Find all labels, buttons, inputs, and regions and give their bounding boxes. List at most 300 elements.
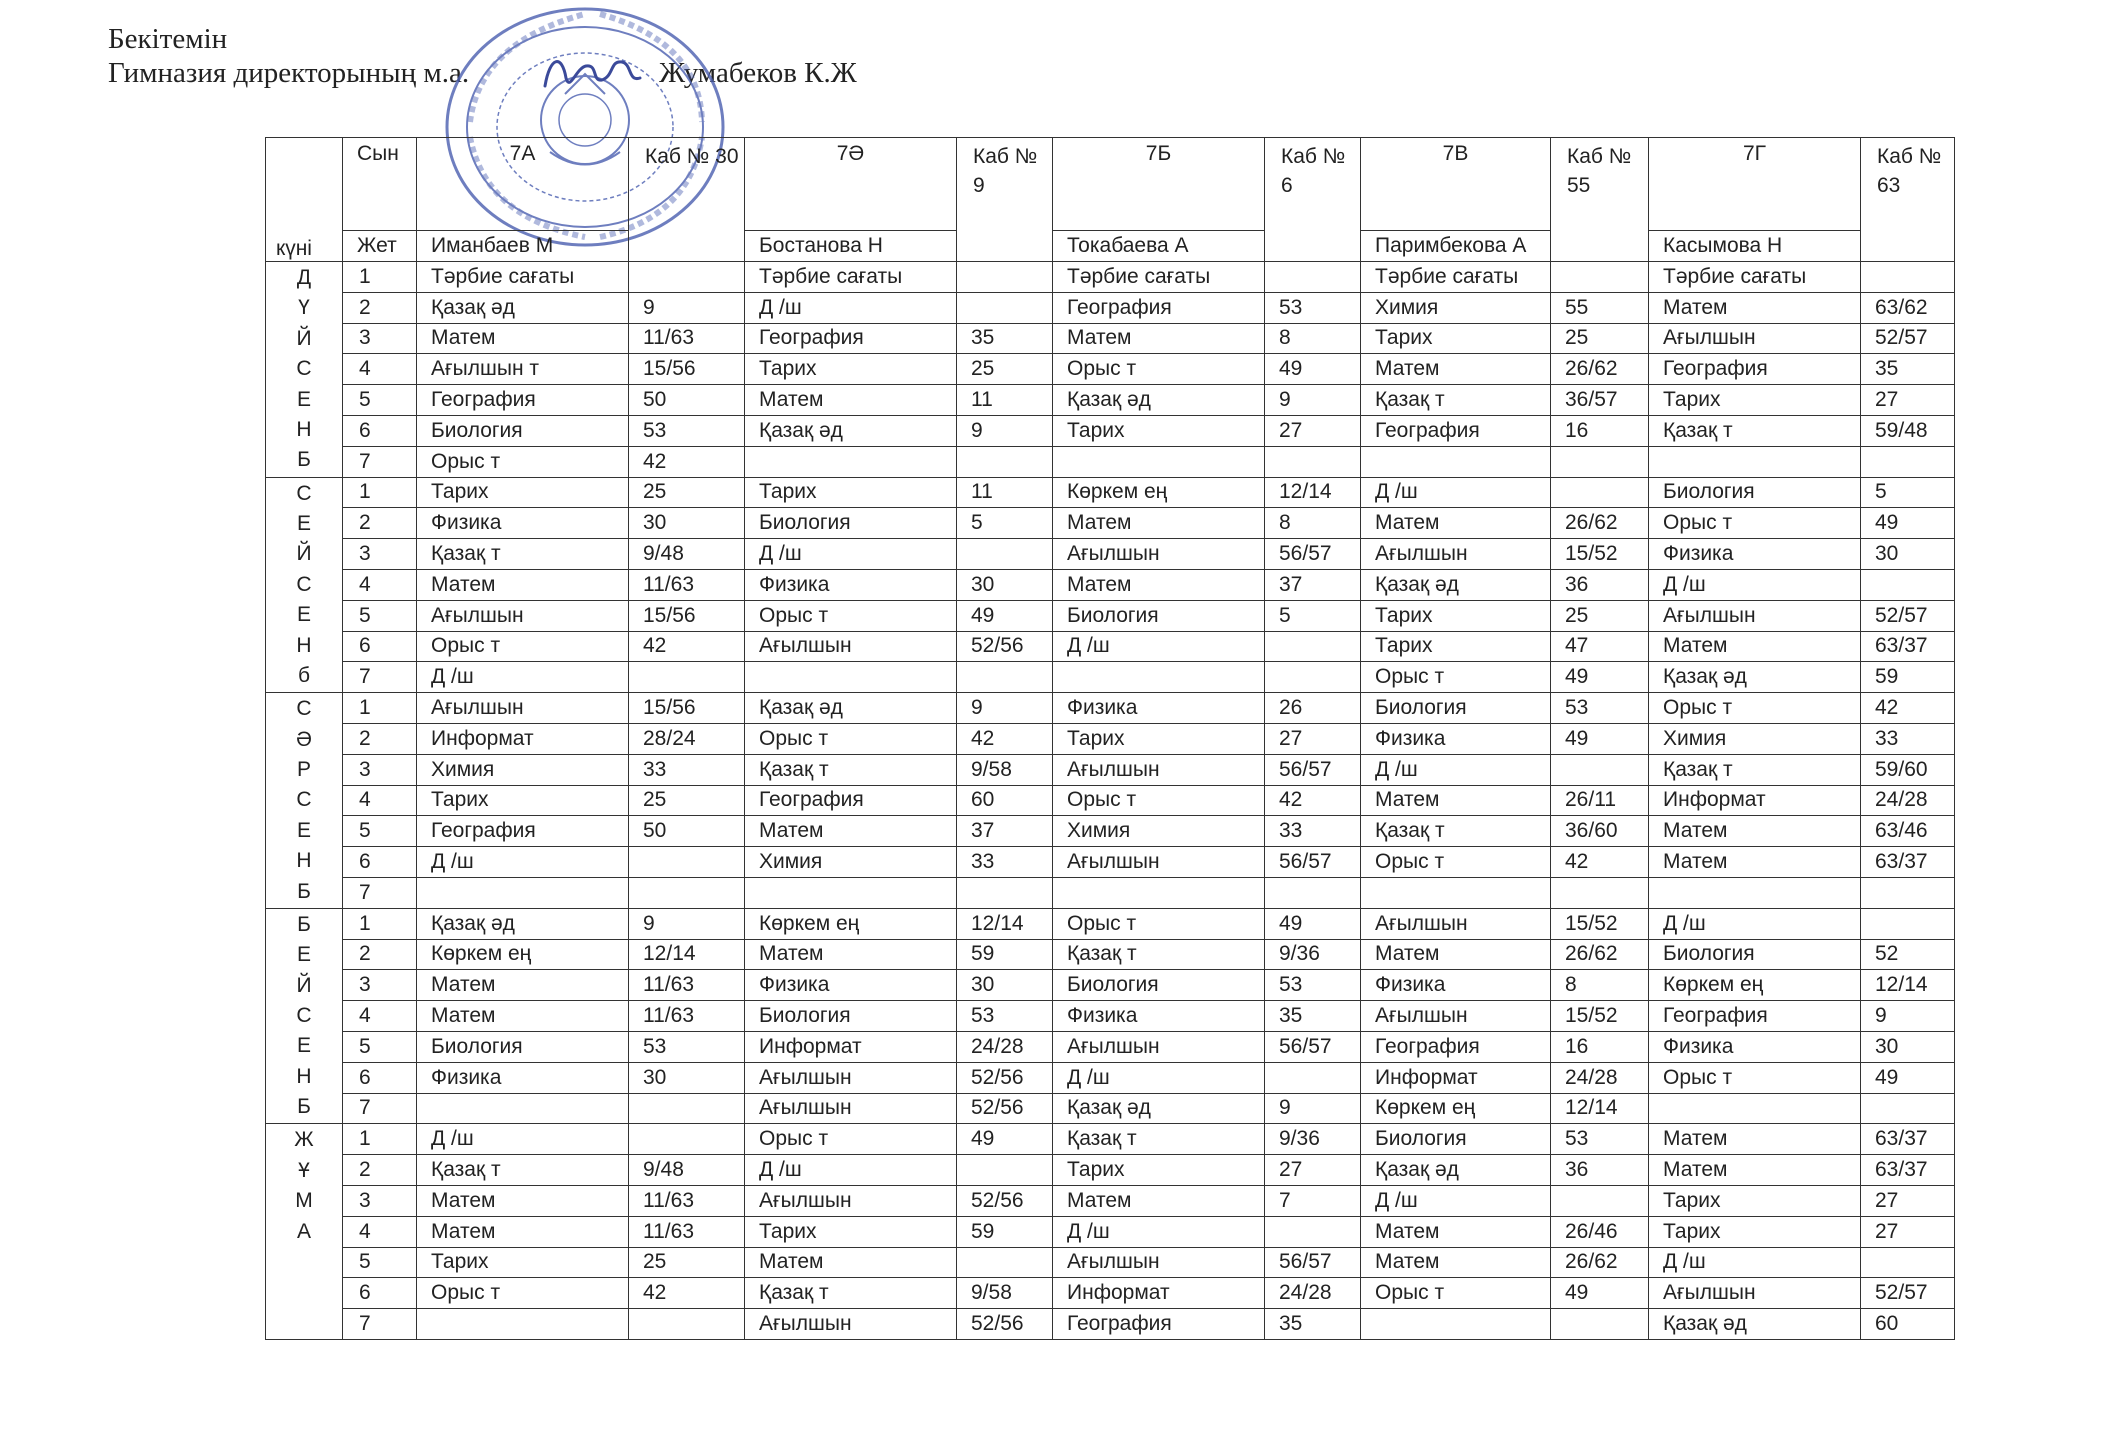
header-row-top	[266, 138, 1955, 231]
7b-room-cell: 8	[1265, 508, 1361, 539]
lesson-number-cell: 2	[343, 939, 417, 970]
7ae-room-cell: 11	[957, 385, 1053, 416]
lesson-number-cell: 7	[343, 1093, 417, 1124]
7g-subject-cell: Матем	[1649, 847, 1861, 878]
7ae-subject-cell: Физика	[745, 970, 957, 1001]
lesson-number-cell: 3	[343, 1185, 417, 1216]
7g-subject-cell: Тарих	[1649, 1216, 1861, 1247]
7b-room-cell: 35	[1265, 1001, 1361, 1032]
lesson-number-cell: 6	[343, 1278, 417, 1309]
lesson-number-cell: 6	[343, 847, 417, 878]
7ae-room-cell: 52/56	[957, 631, 1053, 662]
7g-room-cell: 60	[1861, 1309, 1955, 1340]
7ae-room-cell: 52/56	[957, 1062, 1053, 1093]
7v-room-cell: 26/62	[1551, 1247, 1649, 1278]
day-name-vertical: Д Ү Й С Е Н Б	[296, 266, 312, 472]
class-7b-header: 7Б	[1053, 138, 1265, 231]
7a-subject-cell: Биология	[417, 1031, 629, 1062]
lesson-number-cell: 7	[343, 446, 417, 477]
7v-subject-cell: Тарих	[1361, 323, 1551, 354]
7ae-subject-cell: Матем	[745, 1247, 957, 1278]
7b-room-cell: 42	[1265, 785, 1361, 816]
7a-subject-cell: Көркем ең	[417, 939, 629, 970]
7b-subject-cell: Д /ш	[1053, 631, 1265, 662]
7g-room-cell: 27	[1861, 1216, 1955, 1247]
class-7v-header: 7В	[1361, 138, 1551, 231]
lesson-number-cell: 5	[343, 600, 417, 631]
7a-subject-cell: Қазақ т	[417, 1155, 629, 1186]
7ae-room-cell: 59	[957, 1216, 1053, 1247]
7b-subject-cell: Д /ш	[1053, 1216, 1265, 1247]
7a-room-cell: 11/63	[629, 970, 745, 1001]
7ae-room-cell: 37	[957, 816, 1053, 847]
7ae-subject-cell	[745, 662, 957, 693]
7g-room-cell: 63/37	[1861, 631, 1955, 662]
7a-subject-cell: Ағылшын	[417, 600, 629, 631]
7b-room-cell: 8	[1265, 323, 1361, 354]
7a-room-cell	[629, 1093, 745, 1124]
7b-subject-cell: Орыс т	[1053, 908, 1265, 939]
day-name	[266, 1124, 343, 1340]
7a-subject-cell: Орыс т	[417, 1278, 629, 1309]
7g-subject-cell	[1649, 1093, 1861, 1124]
schedule-row	[266, 693, 1955, 724]
7v-subject-cell: Физика	[1361, 970, 1551, 1001]
schedule-row	[266, 970, 1955, 1001]
7a-room-cell	[629, 262, 745, 293]
7g-room-cell: 52	[1861, 939, 1955, 970]
7b-subject-cell: Ағылшын	[1053, 847, 1265, 878]
7b-subject-cell	[1053, 662, 1265, 693]
7a-room-cell: 42	[629, 631, 745, 662]
7g-subject-cell: Матем	[1649, 631, 1861, 662]
7v-subject-cell: Матем	[1361, 508, 1551, 539]
7g-room-cell	[1861, 908, 1955, 939]
7b-room-cell	[1265, 262, 1361, 293]
7v-room-cell	[1551, 1185, 1649, 1216]
lesson-number-cell: 1	[343, 262, 417, 293]
7a-subject-cell: Физика	[417, 508, 629, 539]
7a-room-cell: 42	[629, 1278, 745, 1309]
7b-room-cell	[1265, 662, 1361, 693]
7a-room-cell: 30	[629, 1062, 745, 1093]
7a-subject-cell: Тарих	[417, 785, 629, 816]
7g-subject-cell	[1649, 877, 1861, 908]
7a-room-cell: 50	[629, 816, 745, 847]
7v-room-cell: 15/52	[1551, 1001, 1649, 1032]
7g-room-cell: 30	[1861, 1031, 1955, 1062]
7v-room-cell	[1551, 877, 1649, 908]
7a-subject-cell: Д /ш	[417, 847, 629, 878]
7g-room-cell: 63/46	[1861, 816, 1955, 847]
lesson-number-cell: 5	[343, 385, 417, 416]
7ae-room-cell: 60	[957, 785, 1053, 816]
day-column-header: күні	[266, 138, 343, 262]
lesson-number-cell: 2	[343, 292, 417, 323]
7ae-subject-cell	[745, 446, 957, 477]
7g-room-cell: 59/48	[1861, 415, 1955, 446]
7v-subject-cell: Ағылшын	[1361, 1001, 1551, 1032]
7g-subject-cell: Тәрбие сағаты	[1649, 262, 1861, 293]
7b-subject-cell: Орыс т	[1053, 354, 1265, 385]
7a-room-cell: 9	[629, 292, 745, 323]
lesson-number-cell: 2	[343, 508, 417, 539]
7b-subject-cell: Матем	[1053, 1185, 1265, 1216]
7b-room-cell: 56/57	[1265, 1031, 1361, 1062]
7g-subject-cell: Физика	[1649, 1031, 1861, 1062]
7g-subject-cell: Матем	[1649, 1155, 1861, 1186]
day-name	[266, 262, 343, 478]
7a-subject-cell: Матем	[417, 1001, 629, 1032]
7a-subject-cell	[417, 1093, 629, 1124]
lesson-number-cell: 5	[343, 1247, 417, 1278]
7v-subject-cell: Орыс т	[1361, 662, 1551, 693]
7ae-room-cell: 52/56	[957, 1093, 1053, 1124]
7v-room-cell: 26/62	[1551, 939, 1649, 970]
class-7v-room: Каб № 55	[1551, 138, 1649, 262]
7g-subject-cell: Орыс т	[1649, 693, 1861, 724]
7a-room-cell: 11/63	[629, 1185, 745, 1216]
7ae-subject-cell: Ағылшын	[745, 1185, 957, 1216]
timetable	[265, 137, 1955, 1340]
7b-room-cell: 56/57	[1265, 539, 1361, 570]
7a-subject-cell: Информат	[417, 723, 629, 754]
7v-room-cell: 42	[1551, 847, 1649, 878]
7g-subject-cell: Қазақ т	[1649, 415, 1861, 446]
7a-subject-cell	[417, 877, 629, 908]
7a-subject-cell: География	[417, 385, 629, 416]
7g-room-cell: 27	[1861, 385, 1955, 416]
7ae-room-cell: 25	[957, 354, 1053, 385]
7ae-room-cell: 9	[957, 415, 1053, 446]
lesson-number-cell: 3	[343, 323, 417, 354]
7g-subject-cell: Қазақ т	[1649, 754, 1861, 785]
schedule-row	[266, 1031, 1955, 1062]
7v-room-cell	[1551, 1309, 1649, 1340]
7g-subject-cell: Матем	[1649, 292, 1861, 323]
class-7a-teacher: Иманбаев М	[417, 231, 629, 262]
7a-room-cell	[629, 847, 745, 878]
7b-subject-cell: Матем	[1053, 323, 1265, 354]
7ae-subject-cell: Биология	[745, 508, 957, 539]
7ae-room-cell	[957, 1247, 1053, 1278]
7v-subject-cell: Қазақ әд	[1361, 569, 1551, 600]
7a-room-cell: 25	[629, 477, 745, 508]
7b-subject-cell: Тарих	[1053, 1155, 1265, 1186]
7b-subject-cell	[1053, 877, 1265, 908]
7a-room-cell: 25	[629, 1247, 745, 1278]
7ae-subject-cell: Қазақ т	[745, 754, 957, 785]
7ae-room-cell	[957, 662, 1053, 693]
7ae-subject-cell: Орыс т	[745, 1124, 957, 1155]
7a-subject-cell: Д /ш	[417, 662, 629, 693]
class-7g-room: Каб № 63	[1861, 138, 1955, 262]
7v-room-cell	[1551, 446, 1649, 477]
7b-room-cell: 9	[1265, 385, 1361, 416]
7b-subject-cell: Матем	[1053, 508, 1265, 539]
7a-room-cell: 53	[629, 415, 745, 446]
7a-room-cell: 9	[629, 908, 745, 939]
7b-room-cell: 12/14	[1265, 477, 1361, 508]
7b-subject-cell: География	[1053, 292, 1265, 323]
7g-room-cell: 52/57	[1861, 1278, 1955, 1309]
7a-subject-cell: География	[417, 816, 629, 847]
7b-subject-cell: Д /ш	[1053, 1062, 1265, 1093]
7ae-subject-cell: Ағылшын	[745, 1309, 957, 1340]
7b-room-cell: 24/28	[1265, 1278, 1361, 1309]
7g-subject-cell: Тарих	[1649, 385, 1861, 416]
7g-room-cell: 12/14	[1861, 970, 1955, 1001]
lesson-number-cell: 6	[343, 415, 417, 446]
7g-subject-cell: Физика	[1649, 539, 1861, 570]
7ae-subject-cell: Ағылшын	[745, 1062, 957, 1093]
class-7a-room: Каб № 30	[629, 138, 745, 262]
7v-subject-cell: География	[1361, 415, 1551, 446]
7v-subject-cell	[1361, 877, 1551, 908]
7g-room-cell: 59/60	[1861, 754, 1955, 785]
7b-room-cell: 33	[1265, 816, 1361, 847]
7b-subject-cell: Көркем ең	[1053, 477, 1265, 508]
7g-room-cell: 5	[1861, 477, 1955, 508]
schedule-row	[266, 1001, 1955, 1032]
7g-room-cell	[1861, 569, 1955, 600]
approval-title: Бекітемін	[108, 23, 228, 55]
7v-room-cell: 24/28	[1551, 1062, 1649, 1093]
class-7b-room: Каб № 6	[1265, 138, 1361, 262]
7a-subject-cell: Тарих	[417, 1247, 629, 1278]
lesson-number-cell: 7	[343, 1309, 417, 1340]
7g-room-cell: 49	[1861, 1062, 1955, 1093]
day-name-vertical: Ж Ұ М А	[294, 1128, 314, 1243]
7a-room-cell: 15/56	[629, 693, 745, 724]
7ae-subject-cell: География	[745, 785, 957, 816]
7v-subject-cell: Тарих	[1361, 600, 1551, 631]
schedule-row	[266, 939, 1955, 970]
7v-subject-cell: География	[1361, 1031, 1551, 1062]
7g-subject-cell: Қазақ әд	[1649, 662, 1861, 693]
7g-subject-cell: Ағылшын	[1649, 323, 1861, 354]
lesson-number-cell: 3	[343, 970, 417, 1001]
7ae-room-cell: 9	[957, 693, 1053, 724]
7ae-subject-cell: Д /ш	[745, 1155, 957, 1186]
7ae-subject-cell: Д /ш	[745, 539, 957, 570]
7v-subject-cell: Көркем ең	[1361, 1093, 1551, 1124]
7ae-room-cell: 11	[957, 477, 1053, 508]
7g-room-cell	[1861, 1093, 1955, 1124]
7v-subject-cell: Матем	[1361, 1247, 1551, 1278]
7ae-subject-cell: Қазақ т	[745, 1278, 957, 1309]
7a-room-cell: 9/48	[629, 1155, 745, 1186]
7g-room-cell: 63/62	[1861, 292, 1955, 323]
7b-room-cell: 35	[1265, 1309, 1361, 1340]
7b-subject-cell: Физика	[1053, 693, 1265, 724]
7g-room-cell: 49	[1861, 508, 1955, 539]
7v-room-cell: 36/60	[1551, 816, 1649, 847]
7v-subject-cell: Тарих	[1361, 631, 1551, 662]
schedule-row	[266, 600, 1955, 631]
7g-subject-cell	[1649, 446, 1861, 477]
7a-subject-cell: Матем	[417, 1185, 629, 1216]
7ae-room-cell: 59	[957, 939, 1053, 970]
7a-subject-cell	[417, 1309, 629, 1340]
7a-room-cell	[629, 1124, 745, 1155]
7b-room-cell	[1265, 1062, 1361, 1093]
7v-subject-cell: Қазақ т	[1361, 816, 1551, 847]
7v-subject-cell: Биология	[1361, 693, 1551, 724]
7g-subject-cell: Д /ш	[1649, 1247, 1861, 1278]
7v-room-cell: 16	[1551, 415, 1649, 446]
7a-room-cell: 12/14	[629, 939, 745, 970]
7a-subject-cell: Ағылшын	[417, 693, 629, 724]
7g-subject-cell: Ағылшын	[1649, 600, 1861, 631]
7g-room-cell: 59	[1861, 662, 1955, 693]
7ae-room-cell: 42	[957, 723, 1053, 754]
lesson-number-cell: 5	[343, 816, 417, 847]
schedule-row	[266, 754, 1955, 785]
7a-room-cell: 53	[629, 1031, 745, 1062]
7ae-room-cell: 52/56	[957, 1185, 1053, 1216]
7v-room-cell: 25	[1551, 600, 1649, 631]
lesson-number-cell: 2	[343, 723, 417, 754]
7g-subject-cell: Қазақ әд	[1649, 1309, 1861, 1340]
7a-room-cell	[629, 662, 745, 693]
7ae-subject-cell: Химия	[745, 847, 957, 878]
7b-room-cell	[1265, 877, 1361, 908]
7a-room-cell: 50	[629, 385, 745, 416]
7g-room-cell	[1861, 877, 1955, 908]
7g-room-cell: 52/57	[1861, 600, 1955, 631]
7v-room-cell: 26/11	[1551, 785, 1649, 816]
7ae-subject-cell: Матем	[745, 939, 957, 970]
7b-subject-cell	[1053, 446, 1265, 477]
lesson-number-cell: 3	[343, 539, 417, 570]
7v-room-cell: 53	[1551, 1124, 1649, 1155]
lesson-number-cell: 4	[343, 1001, 417, 1032]
7ae-room-cell: 9/58	[957, 754, 1053, 785]
7a-room-cell: 9/48	[629, 539, 745, 570]
schedule-row	[266, 662, 1955, 693]
7v-subject-cell: Матем	[1361, 1216, 1551, 1247]
lesson-number-cell: 6	[343, 631, 417, 662]
7g-subject-cell: География	[1649, 1001, 1861, 1032]
7b-room-cell: 49	[1265, 354, 1361, 385]
7b-room-cell	[1265, 631, 1361, 662]
schedule-row	[266, 847, 1955, 878]
7g-room-cell: 27	[1861, 1185, 1955, 1216]
7b-subject-cell: Қазақ т	[1053, 939, 1265, 970]
7v-room-cell: 49	[1551, 1278, 1649, 1309]
7a-room-cell: 11/63	[629, 1216, 745, 1247]
schedule-row	[266, 723, 1955, 754]
schedule-row	[266, 569, 1955, 600]
schedule-row	[266, 1124, 1955, 1155]
7v-subject-cell: Ағылшын	[1361, 539, 1551, 570]
7v-room-cell: 36/57	[1551, 385, 1649, 416]
lesson-number-cell: 4	[343, 785, 417, 816]
7a-subject-cell: Қазақ әд	[417, 908, 629, 939]
7v-room-cell: 26/62	[1551, 508, 1649, 539]
7a-subject-cell: Тарих	[417, 477, 629, 508]
7g-room-cell: 35	[1861, 354, 1955, 385]
class-7ae-header: 7Ә	[745, 138, 957, 231]
lesson-number-cell: 1	[343, 693, 417, 724]
7g-room-cell	[1861, 1247, 1955, 1278]
7b-room-cell: 49	[1265, 908, 1361, 939]
7b-subject-cell: Биология	[1053, 970, 1265, 1001]
schedule-row	[266, 1278, 1955, 1309]
7b-subject-cell: География	[1053, 1309, 1265, 1340]
7b-room-cell: 27	[1265, 723, 1361, 754]
7g-subject-cell: Матем	[1649, 1124, 1861, 1155]
7b-room-cell: 53	[1265, 970, 1361, 1001]
schedule-row	[266, 1185, 1955, 1216]
class-7a-header: 7А	[417, 138, 629, 231]
7v-room-cell: 47	[1551, 631, 1649, 662]
7b-subject-cell: Орыс т	[1053, 785, 1265, 816]
7b-subject-cell: Ағылшын	[1053, 754, 1265, 785]
7v-room-cell: 15/52	[1551, 908, 1649, 939]
7b-subject-cell: Физика	[1053, 1001, 1265, 1032]
7v-subject-cell: Матем	[1361, 939, 1551, 970]
schedule-row	[266, 1247, 1955, 1278]
7ae-room-cell	[957, 262, 1053, 293]
7g-room-cell: 24/28	[1861, 785, 1955, 816]
7b-subject-cell: Қазақ әд	[1053, 1093, 1265, 1124]
7v-subject-cell: Д /ш	[1361, 477, 1551, 508]
7g-room-cell: 52/57	[1861, 323, 1955, 354]
7ae-room-cell: 53	[957, 1001, 1053, 1032]
7b-room-cell	[1265, 446, 1361, 477]
class-7ae-room: Каб № 9	[957, 138, 1053, 262]
7g-subject-cell: Информат	[1649, 785, 1861, 816]
schedule-row	[266, 477, 1955, 508]
lesson-number-cell: 2	[343, 1155, 417, 1186]
7v-room-cell: 15/52	[1551, 539, 1649, 570]
7a-subject-cell: Физика	[417, 1062, 629, 1093]
7a-subject-cell: Матем	[417, 569, 629, 600]
7b-subject-cell: Тарих	[1053, 415, 1265, 446]
7b-room-cell: 56/57	[1265, 847, 1361, 878]
schedule-row	[266, 816, 1955, 847]
7a-subject-cell: Қазақ әд	[417, 292, 629, 323]
schedule-row	[266, 1309, 1955, 1340]
7g-room-cell: 42	[1861, 693, 1955, 724]
7ae-subject-cell: Қазақ әд	[745, 415, 957, 446]
7ae-room-cell: 30	[957, 970, 1053, 1001]
7a-subject-cell: Биология	[417, 415, 629, 446]
7v-subject-cell: Қазақ т	[1361, 385, 1551, 416]
7ae-room-cell: 12/14	[957, 908, 1053, 939]
7a-room-cell	[629, 877, 745, 908]
schedule-row	[266, 446, 1955, 477]
7a-room-cell: 25	[629, 785, 745, 816]
lesson-number-header-bottom: Жет	[343, 231, 417, 262]
schedule-row	[266, 1093, 1955, 1124]
7a-room-cell: 15/56	[629, 600, 745, 631]
7ae-subject-cell: Ағылшын	[745, 1093, 957, 1124]
7b-room-cell: 26	[1265, 693, 1361, 724]
day-name-vertical: С Е Й С Е Н б	[296, 481, 312, 688]
7ae-room-cell: 9/58	[957, 1278, 1053, 1309]
7v-subject-cell: Матем	[1361, 354, 1551, 385]
7g-subject-cell: География	[1649, 354, 1861, 385]
7g-subject-cell: Д /ш	[1649, 908, 1861, 939]
7ae-room-cell	[957, 877, 1053, 908]
lesson-number-cell: 1	[343, 477, 417, 508]
day-name	[266, 693, 343, 909]
7b-subject-cell: Химия	[1053, 816, 1265, 847]
director-position: Гимназия директорының м.а.	[108, 57, 470, 89]
